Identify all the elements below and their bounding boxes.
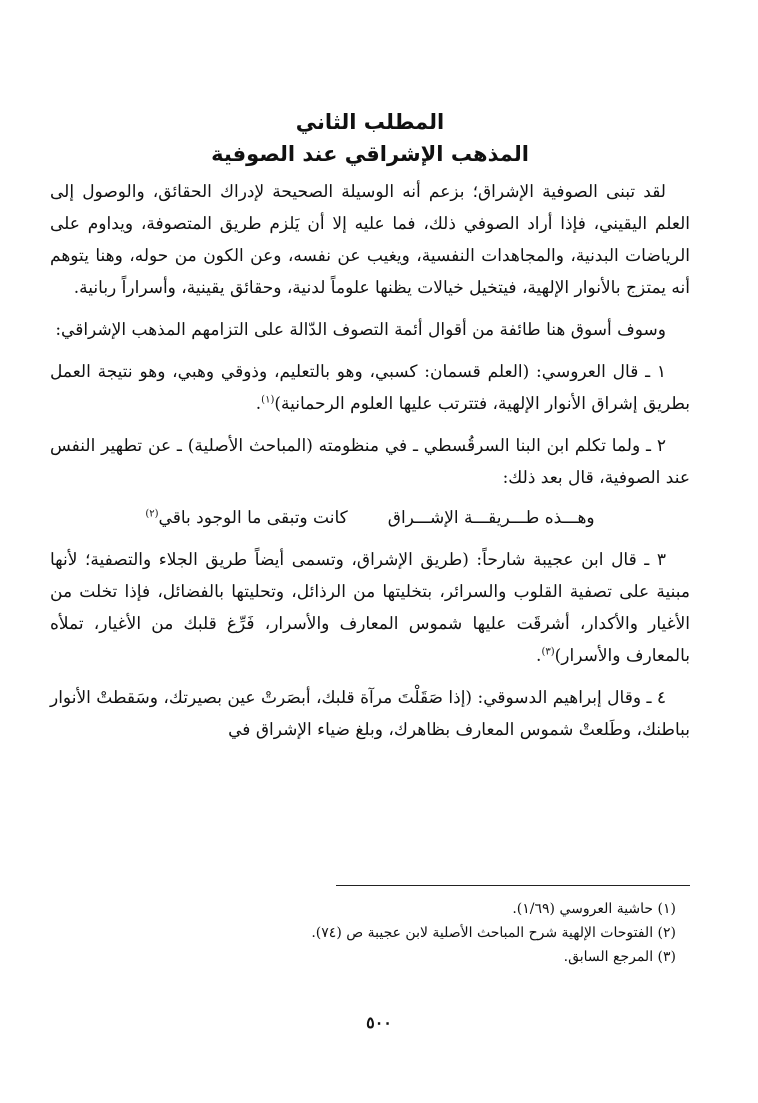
item-4-paragraph: ٤ ـ وقال إبراهيم الدسوقي: (إذا صَقَلْتَ مرآة قلبك، أبصَرتْ عين بصيرتك، وسَقطتْ الأنوار بباطنك، وطَلعتْ شموس المعارف بظاهرك، وبلغ ضياء الإشراق في (50, 688, 690, 740)
footnotes (50, 897, 690, 969)
verse-second-wrap (145, 502, 347, 534)
lead-in-paragraph: وسوف أسوق هنا طائفة من أقوال أئمة التصوف الدّالة على التزامهم المذهب الإشراقي: (55, 320, 666, 340)
footnote-ref-3: (٣) (541, 646, 555, 658)
item-3-end: . (536, 646, 542, 666)
intro-paragraph: لقد تبنى الصوفية الإشراق؛ بزعم أنه الوسيلة الصحيحة لإدراك الحقائق، والوصول إلى العلم اليقيني، فإذا أراد الصوفي ذلك، فما عليه إلا أن يَلزم طريق المتصوفة، ويداوم على الرياضات البدنية، والمجاهدات النفسية، ويغيب عن نفسه، وعن الكون من حوله، وهنا يتوهم أنه يمتزج بالأنوار الإلهية، فيتخيل خيالات يظنها علوماً لدنية، وحقائق يقينية، وأسراراً ربانية. (50, 182, 690, 298)
footnote-divider (336, 885, 690, 886)
section-heading: المطلب الثاني (295, 110, 445, 134)
verse-second-hemistich: كانت وتبقى ما الوجود باقي (158, 508, 348, 528)
item-3-text: ٣ ـ قال ابن عجيبة شارحاً: (طريق الإشراق، وتسمى أيضاً طريق الجلاء والتصفية؛ لأنها مبنية على تصفية القلوب والسرائر، بتخليتها من الرذائل، وتحليتها بالفضائل، فإذا تخلت من الأغيار والأكدار، أشرقَت عليها شموس المعارف والأسرار، فَرِّغ قلبك من الأغيار، تملأه بالمعارف والأسرار) (50, 550, 690, 666)
page-body (50, 100, 690, 756)
footnote-ref-1: (١) (261, 394, 275, 406)
section-title: المذهب الإشراقي عند الصوفية (211, 142, 529, 166)
footnote-3: (٣) المرجع السابق. (563, 949, 676, 965)
page-number: ٥٠٠ (366, 1013, 392, 1032)
footnote-ref-2: (٢) (145, 508, 159, 520)
poetry-verse (50, 502, 690, 534)
item-3-paragraph (50, 544, 690, 672)
item-1-end: . (255, 394, 262, 414)
verse-first-hemistich: وهـــذه طـــريقـــة الإشـــراق (387, 508, 595, 528)
item-1-text: ١ ـ قال العروسي: (العلم قسمان: كسبي، وهو بالتعليم، وذوقي وهبي، وهو نتيجة العمل بطريق إشراق الأنوار الإلهية، فتترتب عليها العلوم الرحمانية) (50, 362, 690, 414)
item-1-paragraph (50, 356, 690, 420)
item-2-paragraph: ٢ ـ ولما تكلم ابن البنا السرقُسطي ـ في منظومته (المباحث الأصلية) ـ عن تطهير النفس عند الصوفية، قال بعد ذلك: (50, 436, 690, 488)
footnote-2: (٢) الفتوحات الإلهية شرح المباحث الأصلية لابن عجيبة ص (٧٤). (311, 925, 676, 941)
footnote-1: (١) حاشية العروسي (١/٦٩). (512, 901, 676, 917)
